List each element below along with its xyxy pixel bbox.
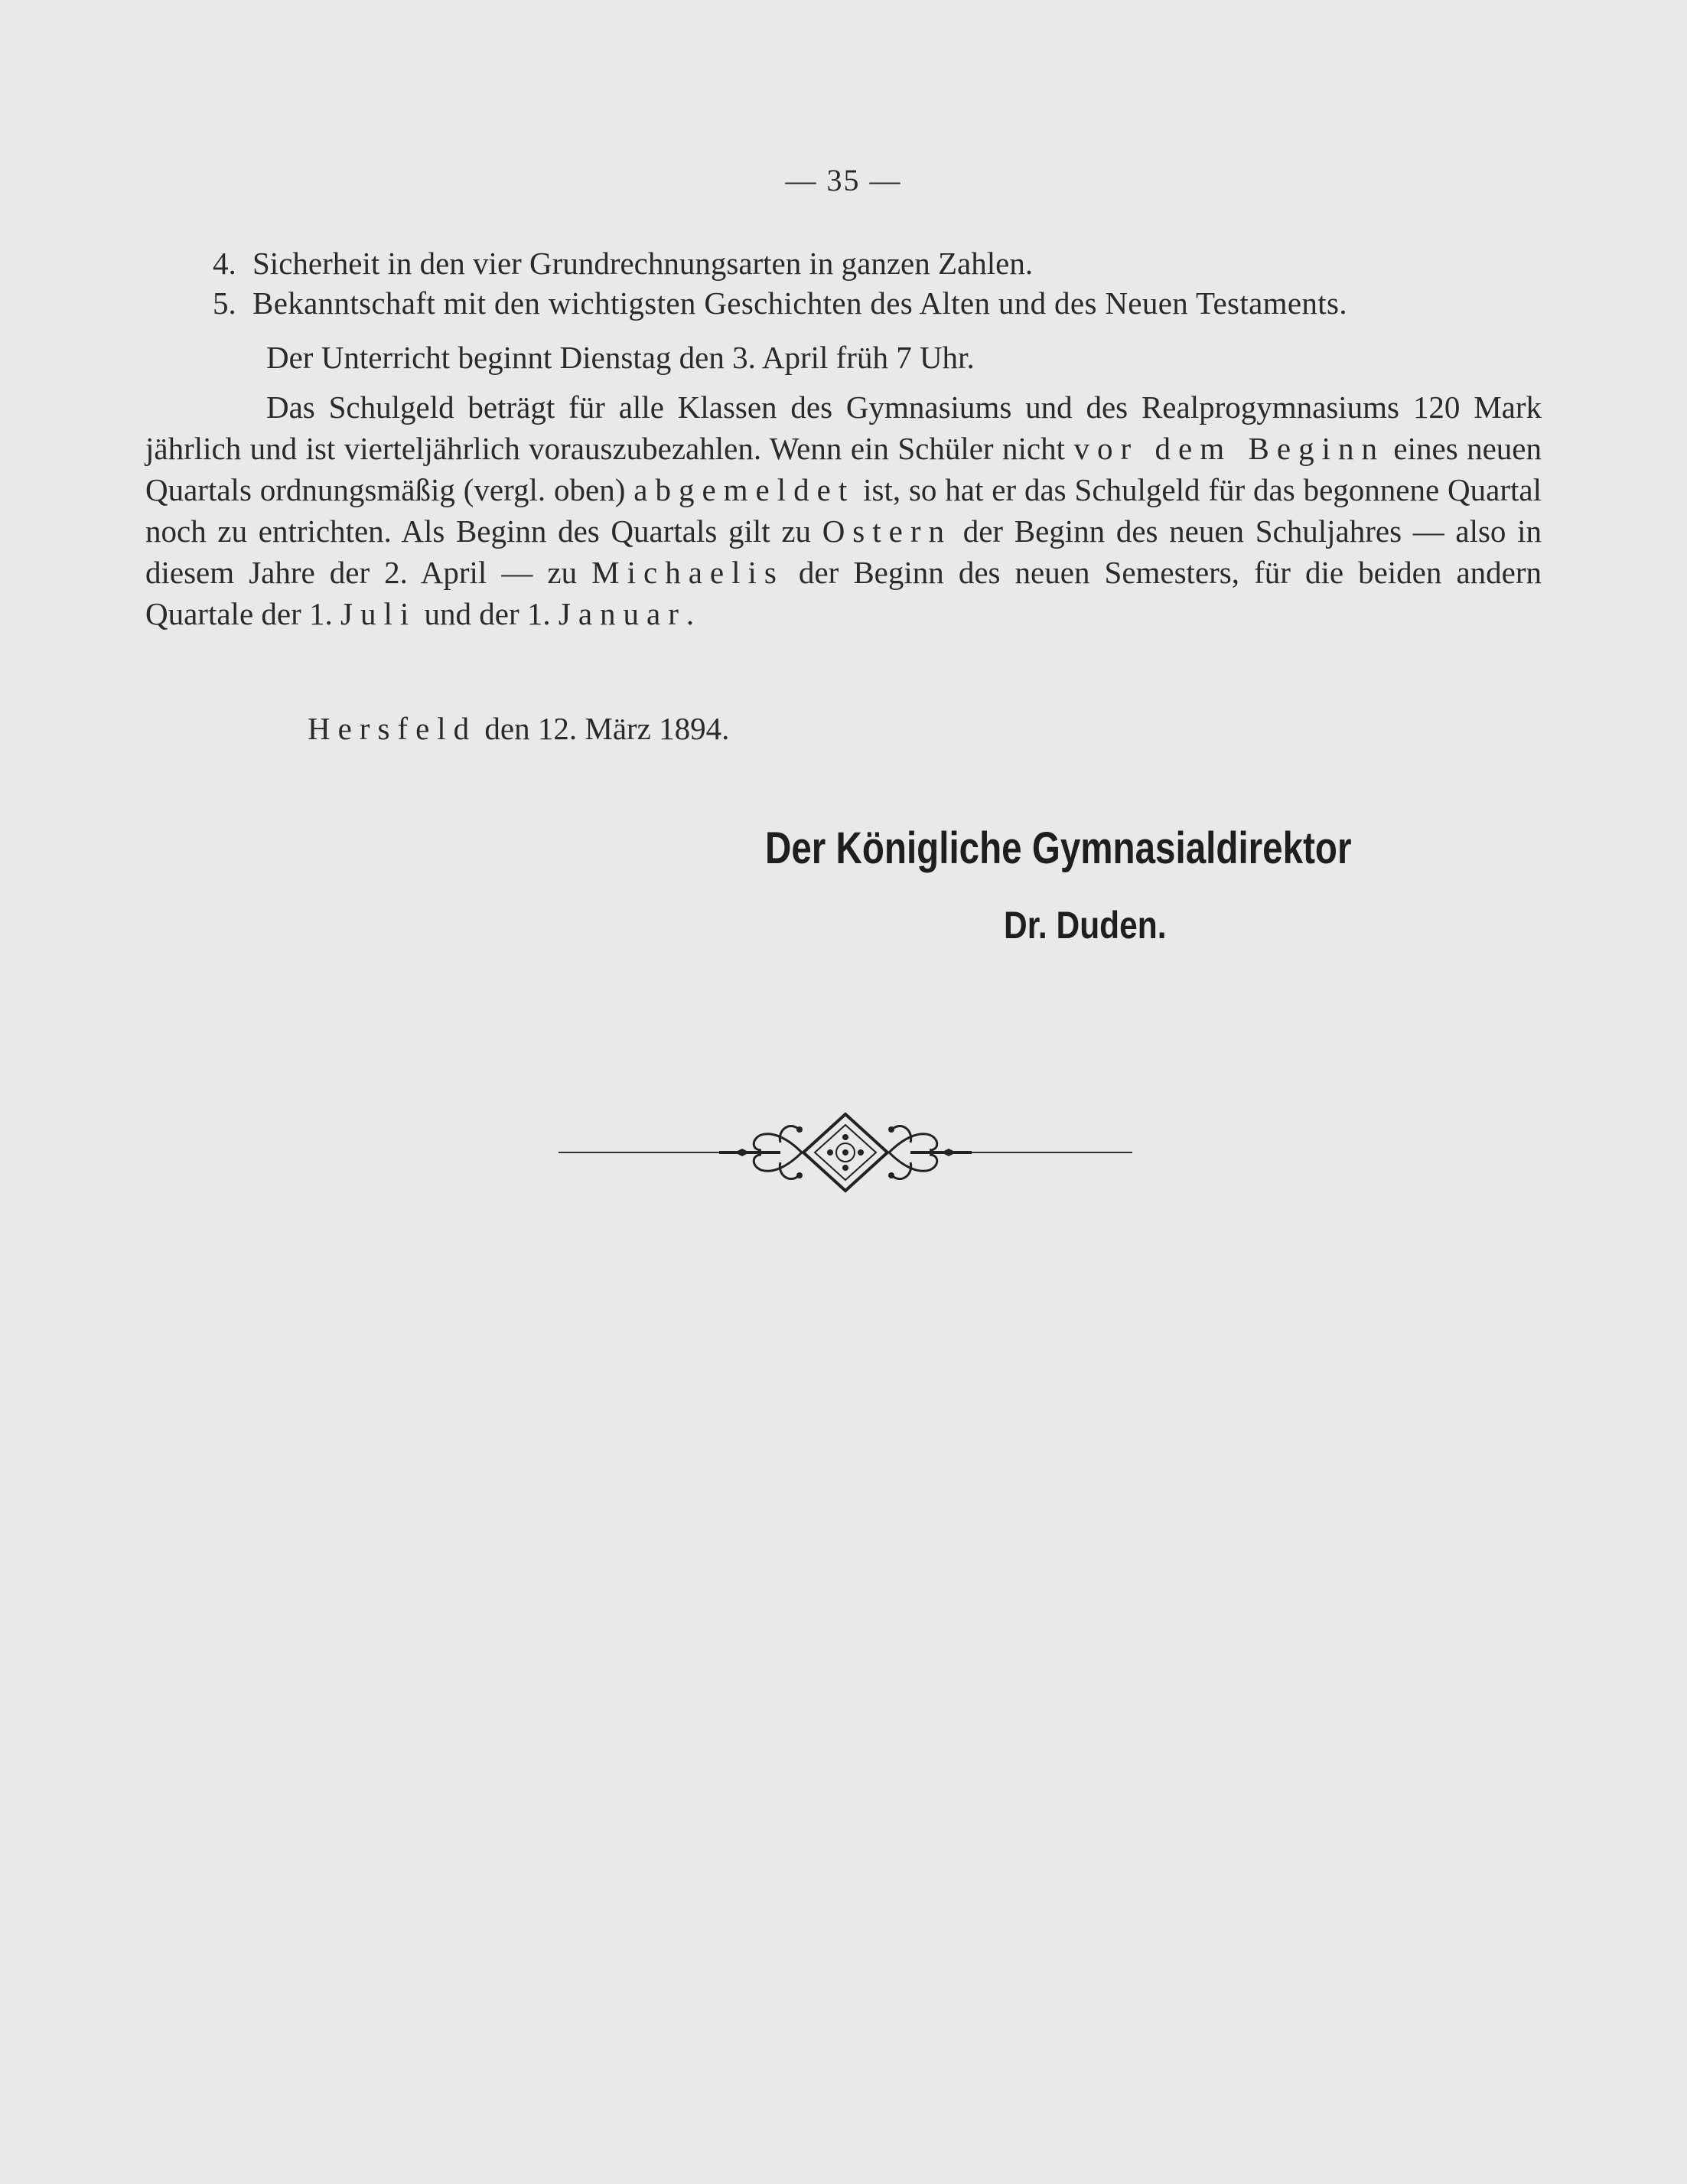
list-item-number: 5. <box>213 285 236 321</box>
date-line <box>308 708 729 749</box>
emphasis-text: Michaelis <box>591 555 784 590</box>
list-item <box>213 283 1559 323</box>
emphasis-text: Januar <box>558 596 686 631</box>
signature-title: Der Königliche Gymnasialdirektor <box>765 823 1352 873</box>
ornament-divider <box>551 1108 1140 1200</box>
page-number: — 35 — <box>785 163 902 197</box>
requirements-list <box>213 243 1559 323</box>
list-item-text: Bekanntschaft mit den wichtigsten Geschichten des Alten und des Neuen Testaments. <box>252 285 1347 321</box>
paragraph-lesson-start: Der Unterricht beginnt Dienstag den 3. April früh 7 Uhr. <box>266 340 975 375</box>
signature-name: Dr. Duden. <box>1004 904 1167 947</box>
emphasis-text: abgemeldet <box>633 472 855 507</box>
paragraph-text: der Beginn des neuen Schuljahres — also in diesem Jahre der 2. April — zu <box>145 513 1542 590</box>
paragraph-text: der Beginn des neuen Semesters, für die beiden andern Quartale der 1. <box>145 555 1542 631</box>
paragraph-text: Das Schulgeld beträgt für alle Klassen des Gymnasiums und des Realprogymnasiums 120 Mark jährlich und ist vierteljährlich vorauszubezahlen. Wenn ein Schüler nicht <box>145 390 1542 466</box>
place-name: Hersfeld <box>308 711 477 746</box>
list-item-text: Sicherheit in den vier Grundrechnungsarten in ganzen Zahlen. <box>252 246 1034 281</box>
list-item <box>213 243 1559 283</box>
paragraph-school-fees <box>145 386 1542 634</box>
paragraph-text: . <box>686 596 695 631</box>
emphasis-text: vor dem Beginn <box>1073 431 1385 466</box>
emphasis-text: Ostern <box>822 513 953 549</box>
paragraph-text: und der 1. <box>416 596 559 631</box>
paragraph-text: eines neuen Quartals ordnungsmäßig (vergl. oben) <box>145 431 1542 507</box>
paragraph-text: ist, so hat er das Schulgeld für das begonnene Quartal noch zu entrichten. Als Beginn des Quartals gilt zu <box>145 472 1542 549</box>
date-text: den 12. März 1894. <box>477 711 730 746</box>
list-item-number: 4. <box>213 246 236 281</box>
emphasis-text: Juli <box>340 596 417 631</box>
